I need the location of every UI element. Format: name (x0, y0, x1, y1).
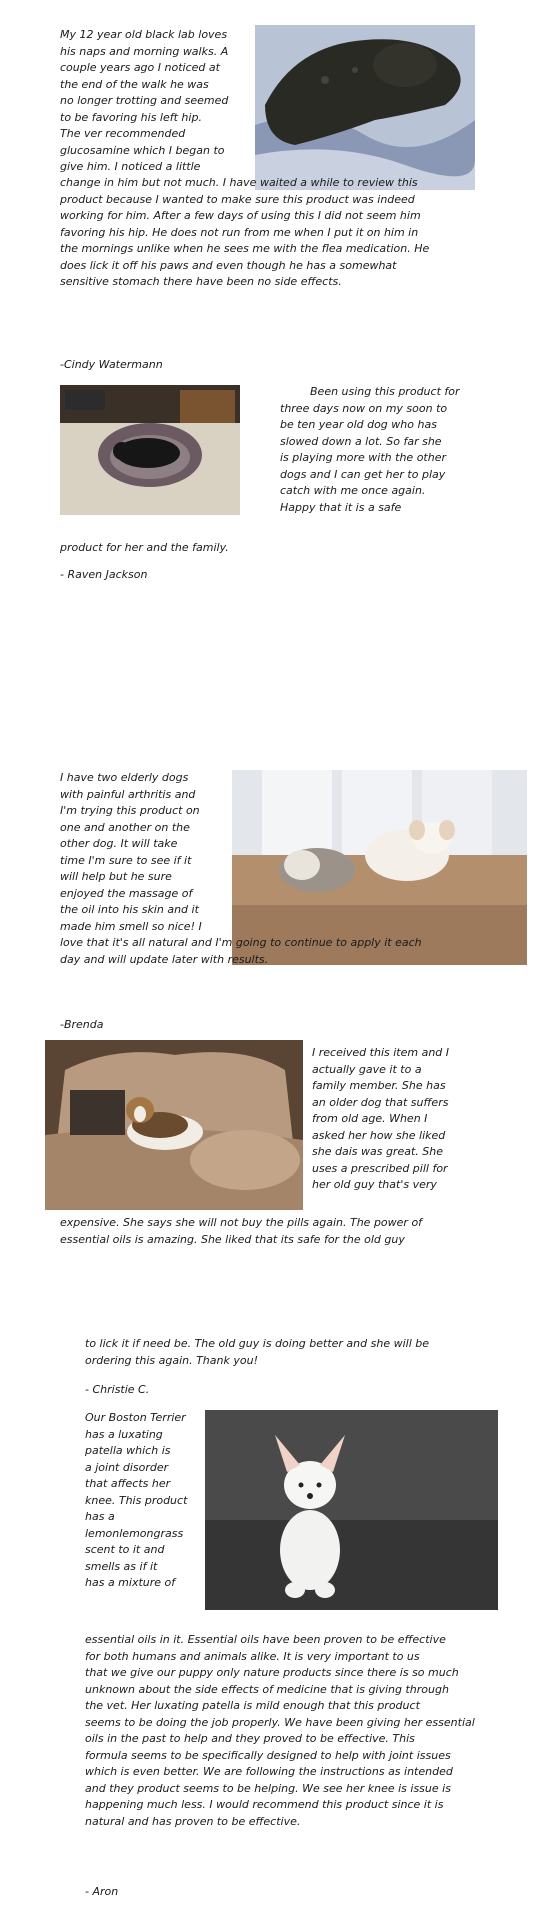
review2-text-beside-photo (280, 384, 500, 516)
review4-text-full (60, 1215, 500, 1248)
text-line: to lick it if need be. The old guy is doing better and she will be (85, 1337, 430, 1350)
text-line: actually gave it to a (312, 1062, 422, 1076)
text-line: smells as if it (85, 1559, 158, 1573)
text-line: does lick it off his paws and even though he has a somewhat (60, 258, 397, 272)
text-line: change in him but not much. I have waited a while to review this (60, 176, 418, 189)
text-line: the mornings unlike when he sees me with the flea medication. He (60, 242, 430, 255)
white-terrier-puppy-photo (205, 1410, 498, 1610)
beagle-on-recliner-photo (45, 1040, 303, 1210)
text-line: My 12 year old black lab loves (60, 28, 228, 41)
text-line: glucosamine which I began to (60, 143, 225, 157)
review5-signature: - Aron (85, 1885, 119, 1898)
text-line: enjoyed the massage of (60, 886, 193, 900)
review5-text-beside-photo (85, 1410, 200, 1592)
text-line: ordering this again. Thank you! (85, 1353, 258, 1367)
review4-signature: - Christie C. (85, 1383, 150, 1396)
text-line: and they product seems to be helping. We see her knee is issue is (85, 1781, 451, 1795)
text-line: working for him. After a few days of using this I did not seem him (60, 209, 421, 222)
text-line: I have two elderly dogs (60, 771, 189, 784)
text-line: asked her how she liked (312, 1128, 446, 1142)
text-line: she dais was great. She (312, 1145, 443, 1158)
review3-text-full (60, 935, 500, 968)
review5-text-full (85, 1632, 505, 1830)
text-line: three days now on my soon to (280, 401, 448, 415)
text-line: has a luxating (85, 1427, 163, 1441)
text-line: unknown about the side effects of medicine that is giving through (85, 1682, 449, 1696)
text-line: her old guy that's very (312, 1178, 437, 1191)
text-line: is playing more with the other (280, 451, 446, 464)
text-line: expensive. She says she will not buy the pills again. The power of (60, 1216, 423, 1229)
text-line: essential oils is amazing. She liked that its safe for the old guy (60, 1232, 405, 1246)
review2-text-full (60, 540, 500, 557)
text-line: with painful arthritis and (60, 787, 196, 801)
text-line: that affects her (85, 1477, 171, 1490)
text-line: natural and has proven to be effective. (85, 1814, 301, 1828)
text-line: I'm trying this product on (60, 804, 200, 817)
review3-text-beside-photo (60, 770, 230, 935)
text-line: dogs and I can get her to play (280, 467, 446, 481)
review1-signature: -Cindy Watermann (60, 358, 163, 371)
text-line: couple years ago I noticed at (60, 61, 220, 74)
text-line: for both humans and animals alike. It is very important to us (85, 1649, 420, 1663)
text-line: day and will update later with results. (60, 952, 269, 966)
text-line: slowed down a lot. So far she (280, 434, 442, 448)
text-line: has a mixture of (85, 1576, 176, 1589)
black-dog-in-bed-photo (60, 385, 240, 515)
text-line: which is even better. We are following the instructions as intended (85, 1765, 453, 1778)
text-line: catch with me once again. (280, 484, 426, 497)
text-line: product because I wanted to make sure this product was indeed (60, 192, 415, 206)
text-line: scent to it and (85, 1543, 165, 1556)
review4-text-continued (85, 1336, 505, 1369)
review3-signature: -Brenda (60, 1018, 104, 1031)
text-line: love that it's all natural and I'm going to continue to apply it each (60, 936, 422, 949)
text-line: his naps and morning walks. A (60, 44, 229, 58)
text-line: essential oils in it. Essential oils have been proven to be effective (85, 1633, 446, 1646)
text-line: uses a prescribed pill for (312, 1161, 448, 1175)
text-line: has a (85, 1510, 115, 1523)
text-line: sensitive stomach there have been no side effects. (60, 275, 342, 288)
text-line: an older dog that suffers (312, 1095, 449, 1109)
text-line: be ten year old dog who has (280, 418, 437, 431)
text-line: the vet. Her luxating patella is mild enough that this product (85, 1699, 420, 1712)
text-line: made him smell so nice! I (60, 919, 202, 933)
text-line: give him. I noticed a little (60, 160, 201, 173)
text-line: that we give our puppy only nature products since there is so much (85, 1666, 459, 1679)
text-line: other dog. It will take (60, 837, 178, 850)
review1-text-full (60, 175, 500, 291)
text-line: a joint disorder (85, 1460, 169, 1474)
text-line: time I'm sure to see if it (60, 853, 192, 867)
text-line: lemonlemongrass (85, 1526, 184, 1540)
text-line: the oil into his skin and it (60, 903, 199, 916)
text-line: to be favoring his left hip. (60, 110, 202, 124)
text-line: will help but he sure (60, 870, 172, 883)
text-line: knee. This product (85, 1493, 188, 1507)
text-line: I received this item and I (312, 1046, 450, 1059)
text-line: formula seems to be specifically designed to help with joint issues (85, 1748, 451, 1762)
text-line: oils in the past to help and they proved to be effective. This (85, 1732, 415, 1745)
text-line: happening much less. I would recommend this product since it is (85, 1798, 444, 1811)
text-line: seems to be doing the job properly. We have been giving her essential (85, 1715, 475, 1729)
text-line: Happy that it is a safe (280, 500, 402, 514)
review1-text-beside-photo (60, 27, 250, 176)
review2-signature: - Raven Jackson (60, 568, 148, 581)
text-line: family member. She has (312, 1079, 446, 1092)
text-line: one and another on the (60, 820, 190, 834)
text-line: Been using this product for (310, 385, 460, 398)
text-line: the end of the walk he was (60, 77, 209, 91)
text-line: patella which is (85, 1444, 171, 1457)
text-line: no longer trotting and seemed (60, 94, 229, 107)
text-line: from old age. When I (312, 1112, 428, 1125)
black-lab-on-blanket-photo (255, 25, 475, 190)
text-line: favoring his hip. He does not run from me when I put it on him in (60, 225, 419, 239)
text-line: Our Boston Terrier (85, 1411, 186, 1424)
text-line: product for her and the family. (60, 541, 229, 554)
review4-text-beside-photo (312, 1045, 512, 1194)
text-line: The ver recommended (60, 127, 186, 140)
